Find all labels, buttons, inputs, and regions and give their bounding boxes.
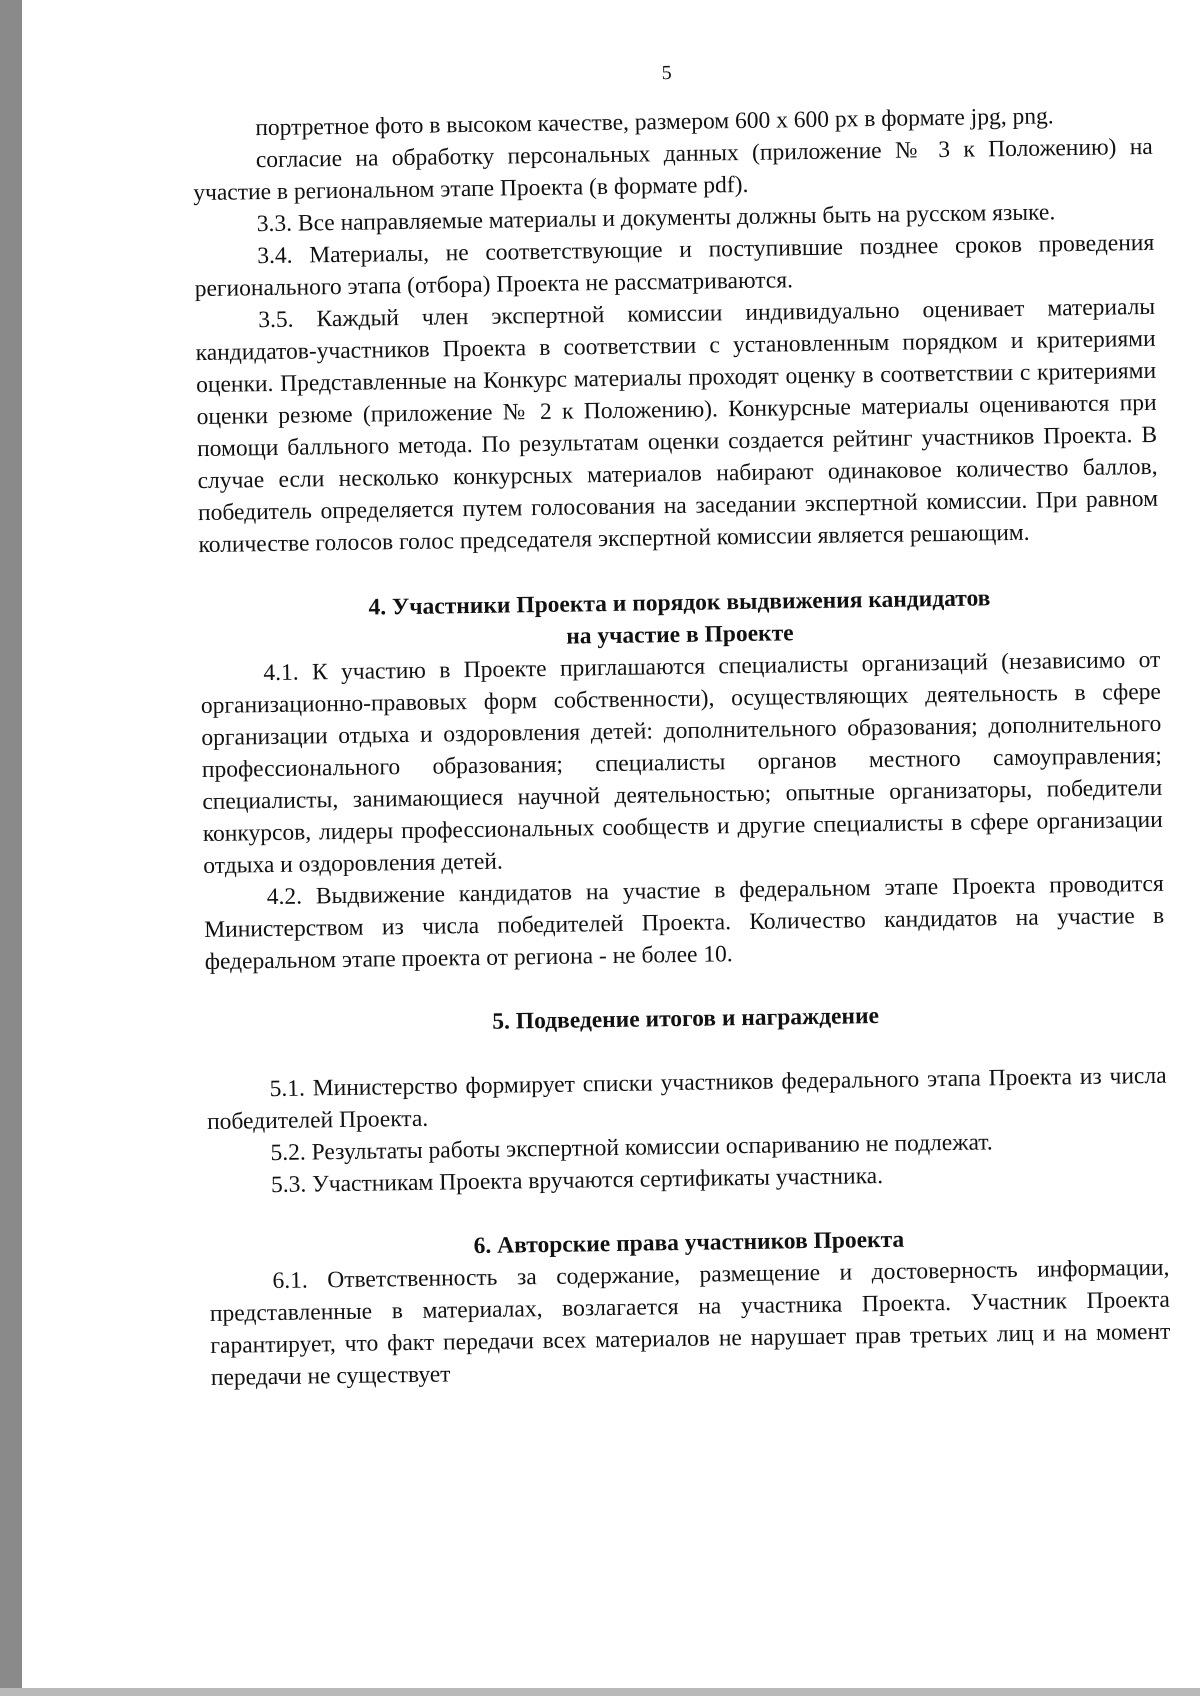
paragraph-3-4: 3.4. Материалы, не соответствующие и поступившие позднее сроков проведения регионального этапа (отбора) Проекта не рассматриваются. bbox=[194, 229, 1155, 303]
section-heading-4-line-2: на участие в Проекте bbox=[566, 620, 794, 650]
paragraph-5-3: 5.3. Участникам Проекта вручаются сертификаты участника. bbox=[270, 1162, 884, 1199]
page-content bbox=[171, 0, 1186, 1688]
paragraph-3-3: 3.3. Все направляемые материалы и документы должны быть на русском языке. bbox=[256, 199, 1056, 238]
section-heading-6: 6. Авторские права участников Проекта bbox=[473, 1226, 905, 1260]
body-text bbox=[192, 99, 1171, 1394]
paragraph-6-1: 6.1. Ответственность за содержание, размещение и достоверность информации, представленные в материалах, возлагается на участника Проекта. Участник Проекта гарантирует, что факт передачи всех материалов не нарушает прав третьих лиц и на момент передачи не существует bbox=[209, 1254, 1171, 1391]
paragraph-photo-requirement: портретное фото в высоком качестве, размером 600 x 600 px в формате jpg, png. bbox=[255, 103, 1054, 142]
section-heading-5: 5. Подведение итогов и награждение bbox=[492, 1003, 880, 1035]
scan-bottom-edge bbox=[0, 1688, 1200, 1696]
paragraph-consent-requirement: согласие на обработку персональных данных (приложение № 3 к Положению) на участие в региональном этапе Проекта (в формате pdf). bbox=[193, 133, 1153, 207]
paragraph-5-1: 5.1. Министерство формирует списки участников федерального этапа Проекта из числа победителей Проекта. bbox=[206, 1062, 1167, 1136]
paragraph-5-2: 5.2. Результаты работы экспертной комиссии оспариванию не подлежат. bbox=[270, 1129, 993, 1167]
document-page bbox=[22, 0, 1200, 1688]
section-heading-4-line-1: 4. Участники Проекта и порядок выдвижения кандидатов bbox=[368, 585, 991, 621]
page-number: 5 bbox=[661, 62, 672, 85]
paragraph-4-2: 4.2. Выдвижение кандидатов на участие в федеральном этапе Проекта проводится Министерством из числа победителей Проекта. Количество кандидатов на участие в федеральном этапе проекта от региона - не более 10. bbox=[204, 870, 1165, 976]
paragraph-3-5: 3.5. Каждый член экспертной комиссии индивидуально оценивает материалы кандидатов-участников Проекта в соответствии с установленным порядком и критериями оценки. Представленные на Конкурс материалы проходят оценку в соответствии с критериями оценки резюме (приложение № 2 к Положению). Конкурсные материалы оцениваются при помощи балльного метода. По результатам оценки создается рейтинг участников Проекта. В случае если несколько конкурсных материалов набирают одинаковое количество баллов, победитель определяется путем голосования на заседании экспертной комиссии. При равном количестве голосов голос председателя экспертной комиссии является решающим. bbox=[195, 293, 1159, 559]
paragraph-4-1: 4.1. К участию в Проекте приглашаются специалисты организаций (независимо от организационно-правовых форм собственности), осуществляющих деятельность в сфере организации отдыха и оздоровления детей: дополнительного образования; дополнительного профессионального образования; специалисты органов местного самоуправления; специалисты, занимающиеся научной деятельностью; опытные организаторы, победители конкурсов, лидеры профессиональных сообществ и другие специалисты в сфере организации отдыха и оздоровления детей. bbox=[200, 646, 1163, 880]
scan-left-edge bbox=[0, 0, 22, 1696]
